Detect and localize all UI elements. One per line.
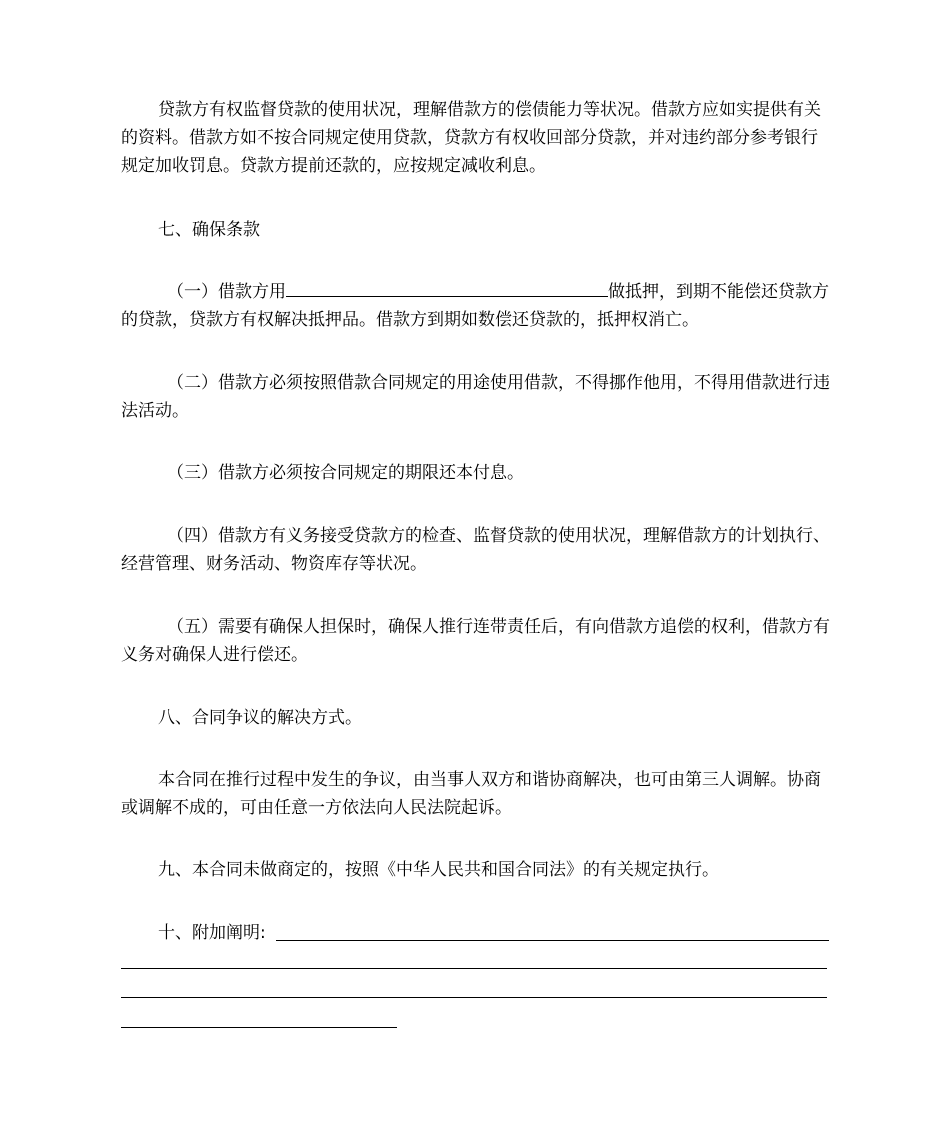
additional-notes-line-2[interactable] — [121, 968, 827, 969]
collateral-blank-field[interactable] — [286, 278, 608, 297]
heading-guarantee-clause: 七、确保条款 — [158, 220, 260, 240]
clause-guarantee-1 — [121, 278, 831, 334]
additional-notes-line-4[interactable] — [121, 1027, 397, 1028]
clause-guarantee-1-rest: 做抵押，到期不能偿还贷款方的贷款，贷款方有权解决抵押品。借款方到期如数偿还贷款的，抵押权消亡。 — [121, 282, 829, 330]
clause-guarantee-3: （三）借款方必须按合同规定的期限还本付息。 — [167, 463, 524, 483]
additional-notes-line-1[interactable] — [276, 940, 829, 941]
heading-additional-notes — [121, 919, 831, 947]
clause-guarantee-1-lead: （一）借款方用 — [167, 282, 286, 302]
additional-notes-label: 十、附加阐明: — [158, 923, 266, 943]
additional-notes-line-3[interactable] — [121, 997, 827, 998]
clause-guarantee-2: （二）借款方必须按照借款合同规定的用途使用借款，不得挪作他用，不得用借款进行违法活动。 — [121, 373, 830, 421]
paragraph-lender-supervision: 贷款方有权监督贷款的使用状况，理解借款方的偿债能力等状况。借款方应如实提供有关的资料。借款方如不按合同规定使用贷款，贷款方有权收回部分贷款，并对违约部分参考银行规定加收罚息。贷款方提前还款的，应按规定减收利息。 — [121, 100, 821, 176]
paragraph-dispute-resolution: 本合同在推行过程中发生的争议，由当事人双方和谐协商解决，也可由第三人调解。协商或调解不成的，可由任意一方依法向人民法院起诉。 — [121, 770, 821, 818]
clause-guarantee-5: （五）需要有确保人担保时，确保人推行连带责任后，有向借款方追偿的权利，借款方有义务对确保人进行偿还。 — [121, 617, 830, 665]
heading-contract-law: 九、本合同未做商定的，按照《中华人民共和国合同法》的有关规定执行。 — [158, 860, 719, 880]
clause-guarantee-4: （四）借款方有义务接受贷款方的检查、监督贷款的使用状况，理解借款方的计划执行、经营管理、财务活动、物资库存等状况。 — [121, 526, 830, 574]
heading-dispute-resolution: 八、合同争议的解决方式。 — [158, 708, 362, 728]
